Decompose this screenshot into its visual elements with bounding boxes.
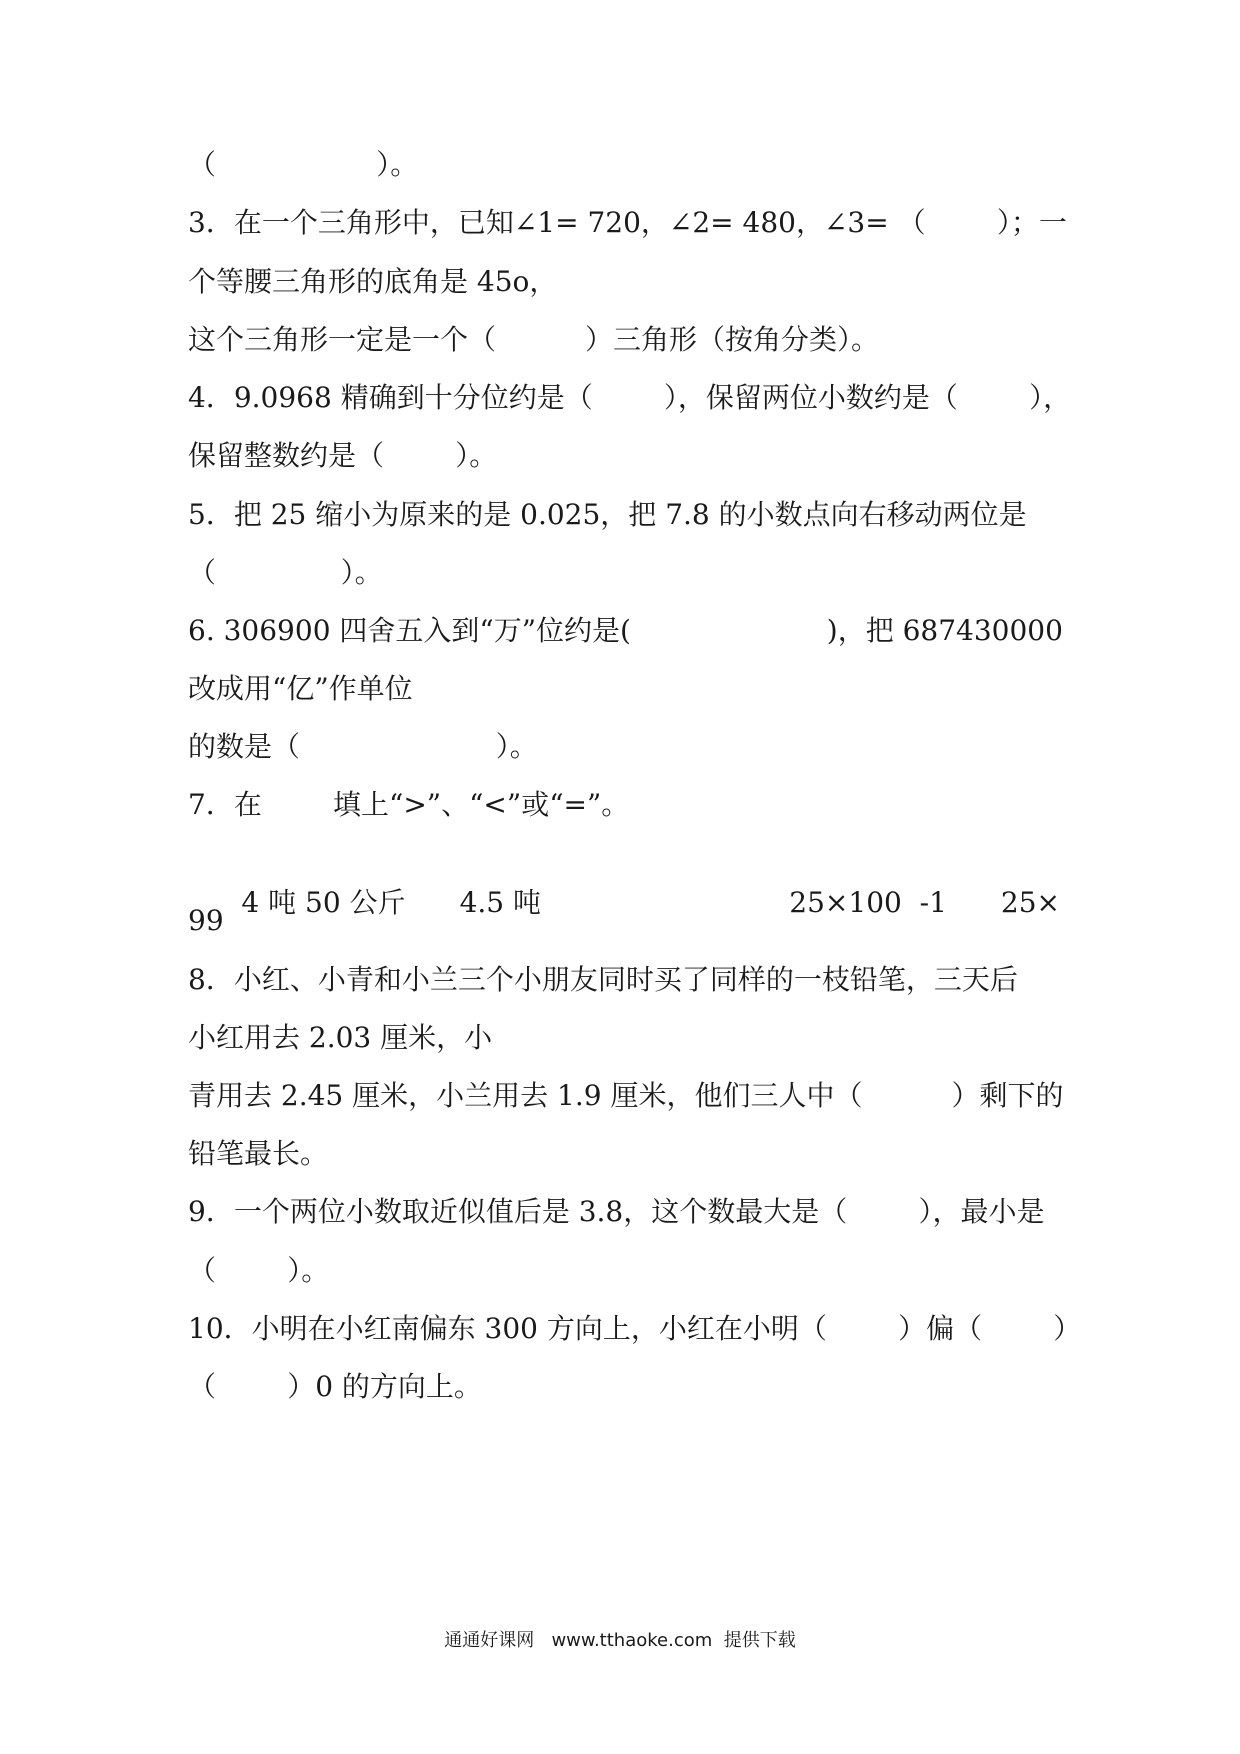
question-8-line-3: 青用去 2.45 厘米，小兰用去 1.9 厘米，他们三人中（ ）剩下的 (188, 1079, 1064, 1112)
compare-left-b: 4.5 吨 (459, 886, 541, 919)
question-9-line-1: 9．一个两位小数取近似值后是 3.8，这个数最大是（ ），最小是 (188, 1195, 1045, 1228)
question-6-line-1: 6. 306900 四舍五入到“万”位约是( )，把 687430000 (188, 614, 1063, 647)
text-line-1: （ ）。 (188, 148, 419, 181)
question-3-line-2: 个等腰三角形的底角是 45o， (188, 265, 558, 298)
question-5-line-2: （ ）。 (188, 556, 383, 589)
question-7-line-3: 99 (188, 904, 224, 937)
question-4-line-1: 4．9.0968 精确到十分位约是（ ），保留两位小数约是（ ）， (188, 381, 1072, 414)
question-8-line-1: 8．小红、小青和小兰三个小朋友同时买了同样的一枝铅笔，三天后 (188, 963, 1018, 996)
compare-left-a: 4 吨 50 公斤 (241, 886, 406, 919)
question-7-compare-line (188, 843, 1060, 919)
compare-right-group (736, 843, 1060, 919)
question-3-line-1: 3．在一个三角形中，已知∠1= 720，∠2= 480，∠3= （ ）；一 (188, 206, 1067, 239)
compare-right-b: 25× (1000, 886, 1060, 919)
question-10-line-2: （ ）0 的方向上。 (188, 1370, 482, 1403)
question-4-line-2: 保留整数约是（ ）。 (188, 439, 498, 472)
question-5-line-1: 5．把 25 缩小为原来的是 0.025，把 7.8 的小数点向右移动两位是 (188, 498, 1027, 531)
page-footer: 通通好课网 www.tthaoke.com 提供下载 (444, 1630, 796, 1651)
question-7-line-1: 7．在 填上“>”、“<”或“=”。 (188, 788, 630, 821)
question-8-line-4: 铅笔最长。 (188, 1137, 329, 1170)
compare-left-group (188, 843, 541, 919)
question-6-line-3: 的数是（ ）。 (188, 730, 538, 763)
question-10-line-1: 10．小明在小红南偏东 300 方向上，小红在小明（ ）偏（ ） (188, 1312, 1082, 1345)
compare-right-a: 25×100 -1 (789, 886, 947, 919)
question-6-line-2: 改成用“亿”作单位 (188, 672, 413, 705)
question-9-line-2: （ ）。 (188, 1254, 330, 1287)
question-8-line-2: 小红用去 2.03 厘米，小 (188, 1021, 493, 1054)
question-3-line-3: 这个三角形一定是一个（ ）三角形（按角分类）。 (188, 323, 880, 356)
